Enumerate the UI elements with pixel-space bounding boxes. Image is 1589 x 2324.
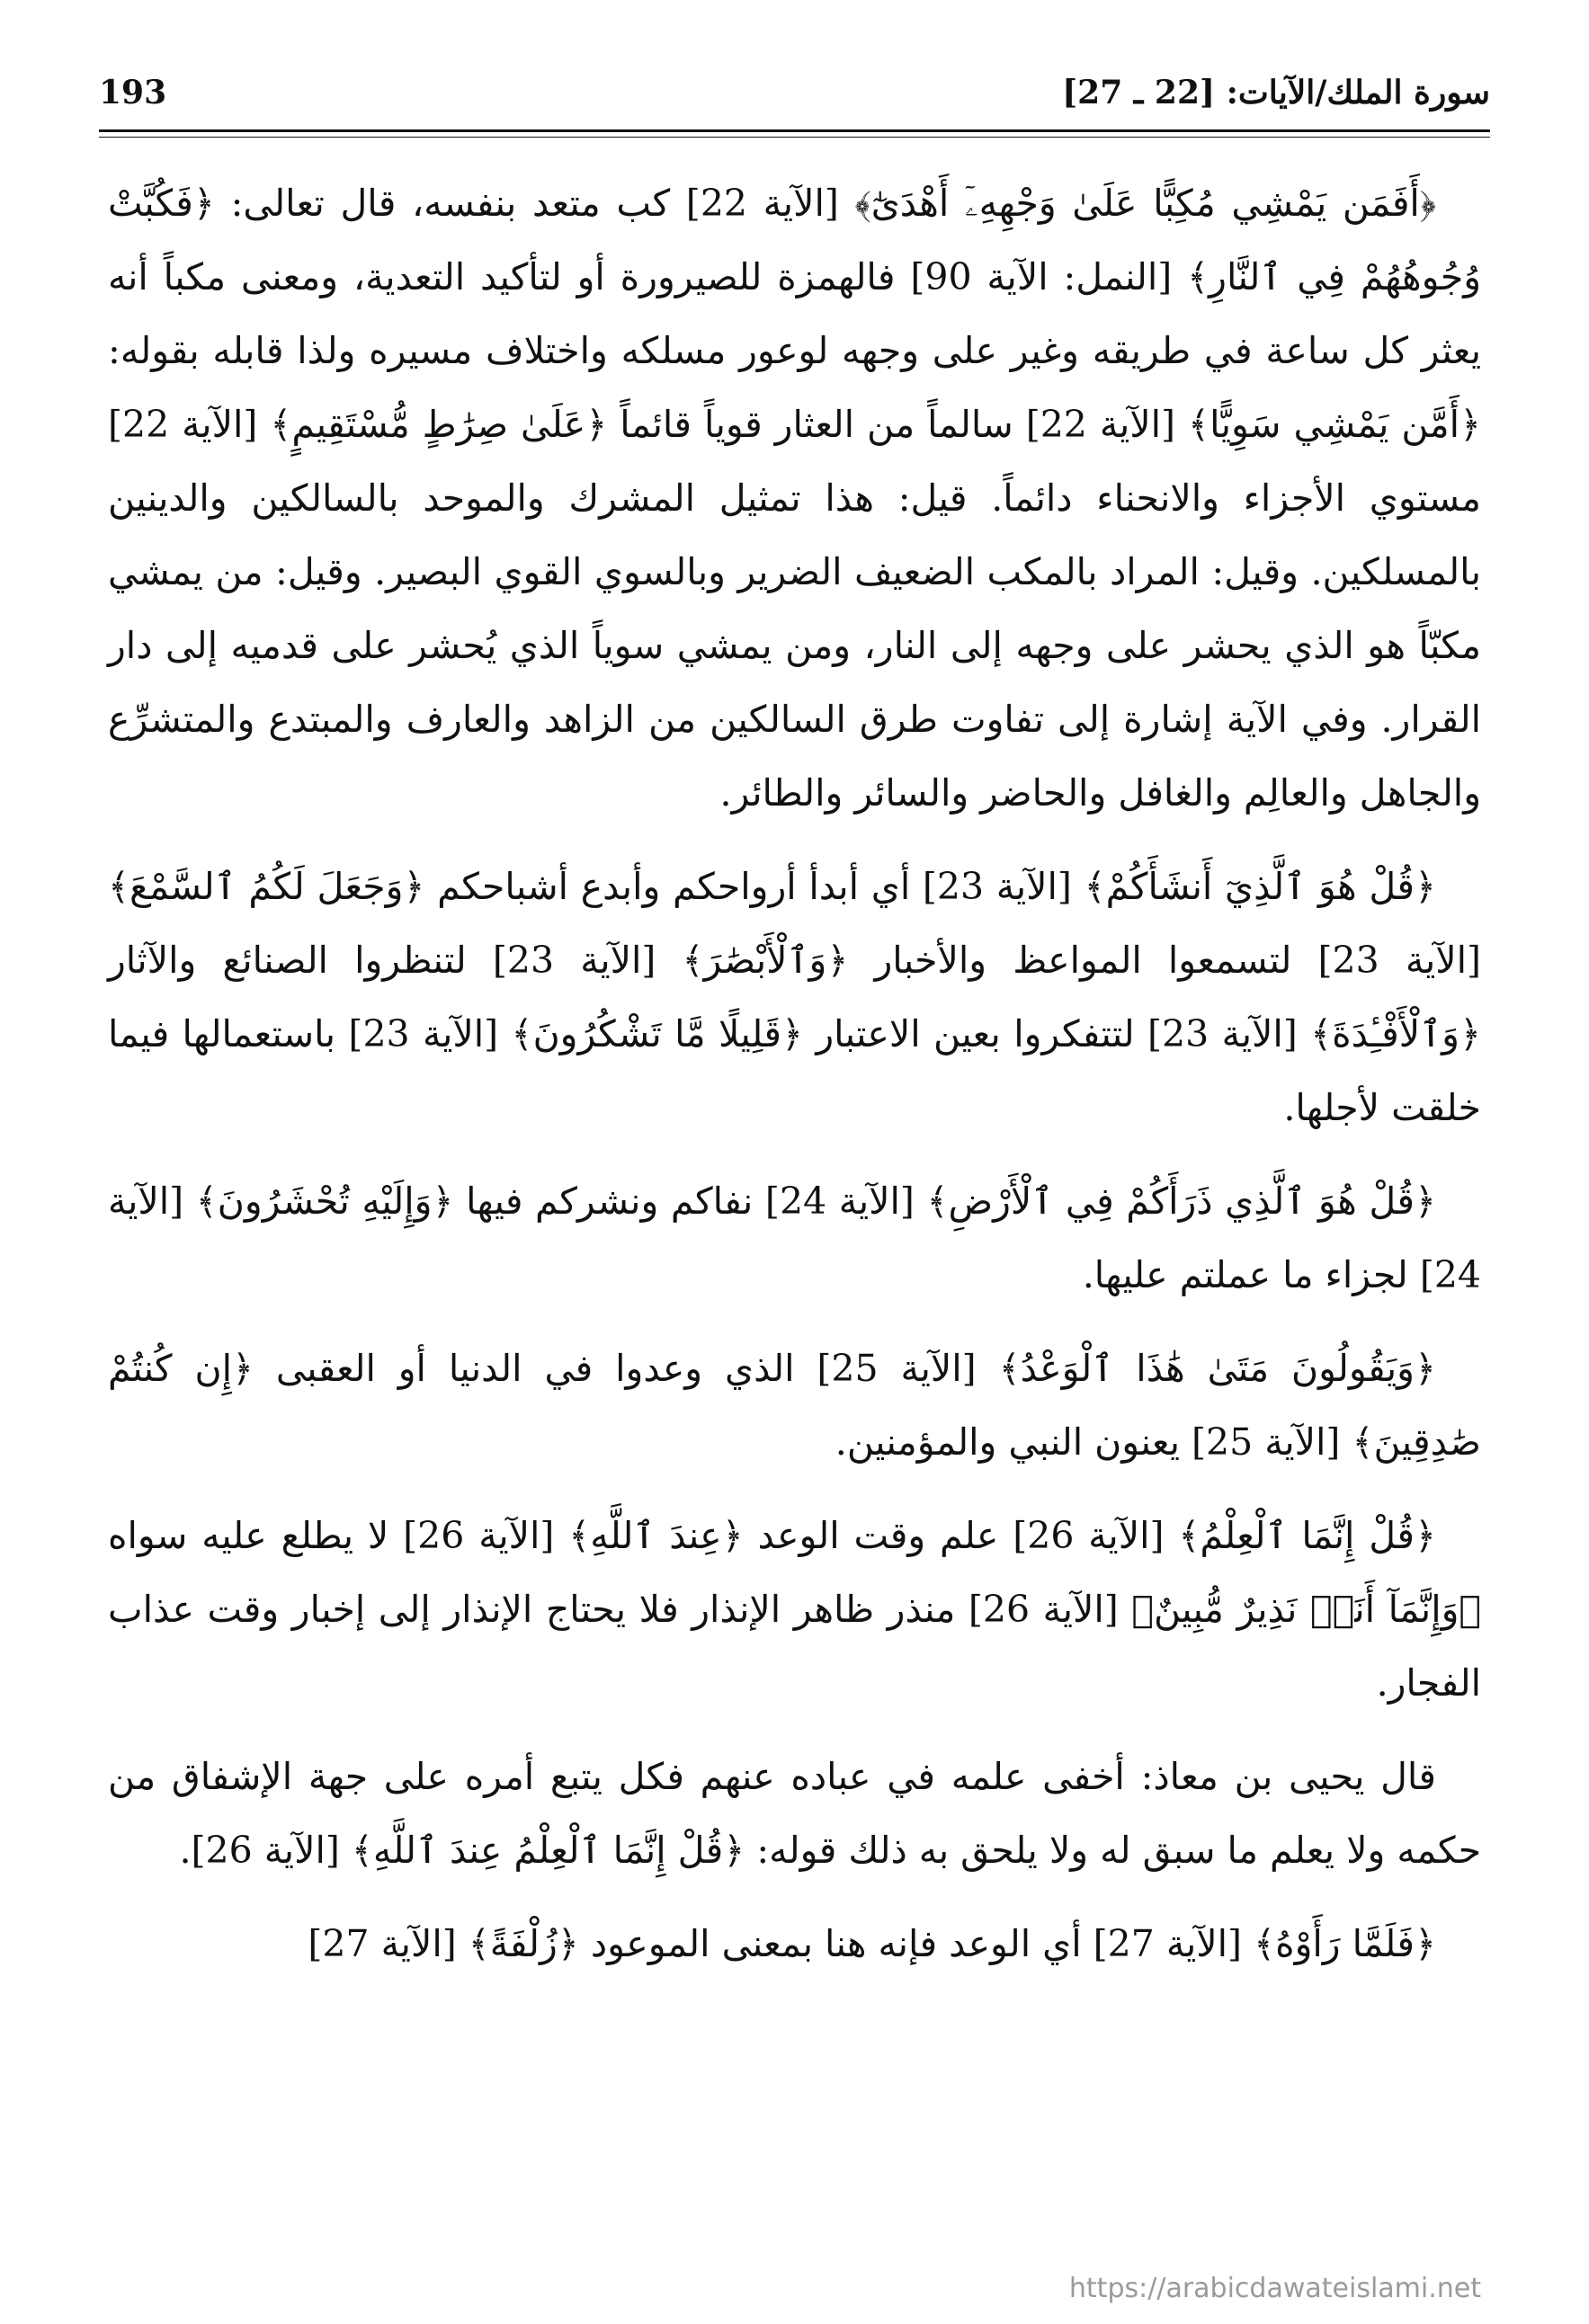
paragraph-yahya-quote: قال يحيى بن معاذ: أخفى علمه في عباده عنهم فكل يتبع أمره على جهة الإشفاق من حكمه ولا يعلم ما سبق له ولا يلحق به ذلك قوله: ﴿قُلْ إِنَّمَا ٱلْعِلْمُ عِندَ ٱللَّهِ﴾ [الآية 26]. bbox=[108, 1755, 1481, 1872]
header-divider bbox=[99, 137, 1490, 138]
paragraph-verse-22: ﴿أَفَمَن يَمْشِي مُكِبًّا عَلَىٰ وَجْهِهِۦٓ أَهْدَىٰٓ﴾ [الآية 22] كب متعد بنفسه، قال تعالى: ﴿فَكُبَّتْ وُجُوهُهُمْ فِي ٱلنَّارِ﴾ [النمل: الآية 90] فالهمزة للصيرورة أو لتأكيد التعدية، ومعنى مكباً أنه يعثر كل ساعة في طريقه وغير على وجهه لوعور مسلكه واختلاف مسيره ولذا قابله بقوله: ﴿أَمَّن يَمْشِي سَوِيًّا﴾ [الآية 22] سالماً من العثار قوياً قائماً ﴿عَلَىٰ صِرَٰطٍ مُّسْتَقِيمٍ﴾ [الآية 22] مستوي الأجزاء والانحناء دائماً. قيل: هذا تمثيل المشرك والموحد بالسالكين والدينين بالمسلكين. وقيل: المراد بالمكب الضعيف الضرير وبالسوي القوي البصير. وقيل: من يمشي مكبّاً هو الذي يحشر على وجهه إلى النار، ومن يمشي سوياً الذي يُحشر على قدميه إلى دار القرار. وفي الآية إشارة إلى تفاوت طرق السالكين من الزاهد والعارف والمبتدع والمتشرِّع والجاهل والعالِم والغافل والحاضر والسائر والطائر. bbox=[108, 182, 1481, 815]
watermark-url: https://arabicdawateislami.net bbox=[1068, 2273, 1481, 2304]
paragraph-verse-24: ﴿قُلْ هُوَ ٱلَّذِي ذَرَأَكُمْ فِي ٱلْأَرْضِ﴾ [الآية 24] نفاكم ونشركم فيها ﴿وَإِلَيْهِ تُحْشَرُونَ﴾ [الآية 24] لجزاء ما عملتم عليها. bbox=[108, 1180, 1481, 1296]
page-body bbox=[108, 166, 1481, 2000]
paragraph-verse-27: ﴿فَلَمَّا رَأَوْهُ﴾ [الآية 27] أي الوعد فإنه هنا بمعنى الموعود ﴿زُلْفَةً﴾ [الآية 27] bbox=[308, 1922, 1436, 1965]
page-number: 193 bbox=[99, 74, 167, 111]
paragraph-verse-23: ﴿قُلْ هُوَ ٱلَّذِيٓ أَنشَأَكُمْ﴾ [الآية 23] أي أبدأ أرواحكم وأبدع أشباحكم ﴿وَجَعَلَ لَكُمُ ٱلسَّمْعَ﴾ [الآية 23] لتسمعوا المواعظ والأخبار ﴿وَٱلْأَبْصَٰرَ﴾ [الآية 23] لتنظروا الصنائع والآثار ﴿وَٱلْأَفْـِٔدَةَ﴾ [الآية 23] لتتفكروا بعين الاعتبار ﴿قَلِيلًا مَّا تَشْكُرُونَ﴾ [الآية 23] باستعمالها فيما خلقت لأجلها. bbox=[108, 865, 1482, 1129]
paragraph-verse-26: ﴿قُلْ إِنَّمَا ٱلْعِلْمُ﴾ [الآية 26] علم وقت الوعد ﴿عِندَ ٱللَّهِ﴾ [الآية 26] لا يطلع عليه سواه ﴿وَإِنَّمَآ أَنَا۠ نَذِيرٌ مُّبِينٌ﴾ [الآية 26] منذر ظاهر الإنذار فلا يحتاج الإنذار إلى إخبار وقت عذاب الفجار. bbox=[108, 1514, 1481, 1705]
page-header bbox=[99, 70, 1490, 132]
page-title: سورة الملك/الآيات: [22 ـ 27] bbox=[1062, 74, 1490, 111]
paragraph-verse-25: ﴿وَيَقُولُونَ مَتَىٰ هَٰذَا ٱلْوَعْدُ﴾ [الآية 25] الذي وعدوا في الدنيا أو العقبى ﴿إِن كُنتُمْ صَٰدِقِينَ﴾ [الآية 25] يعنون النبي والمؤمنين. bbox=[108, 1347, 1481, 1464]
